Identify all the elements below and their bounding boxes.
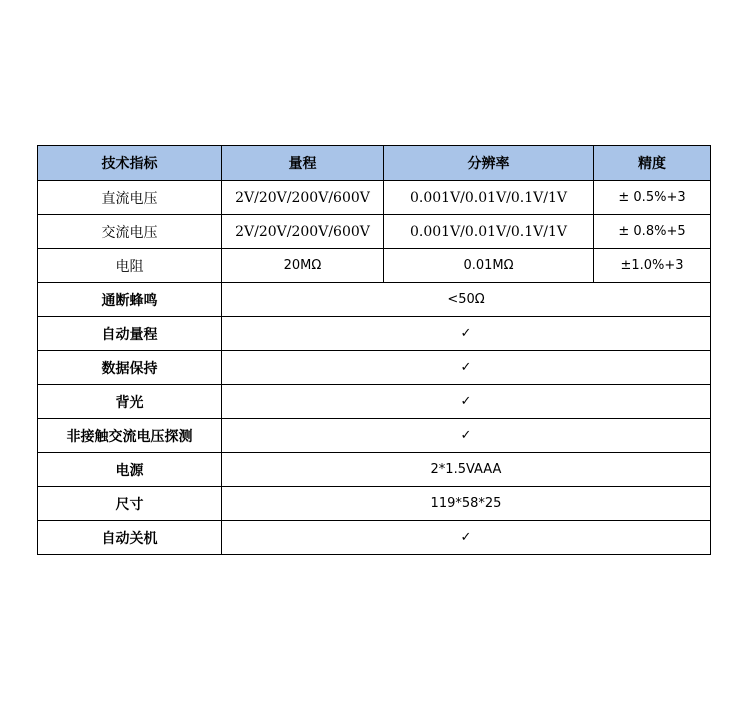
row-label: 自动关机 <box>38 521 222 555</box>
row-resolution: 0.001V/0.01V/0.1V/1V <box>384 181 594 215</box>
header-range: 量程 <box>222 146 384 181</box>
table-row <box>38 181 711 215</box>
row-accuracy: ±1.0%+3 <box>594 249 711 283</box>
table-row <box>38 283 711 317</box>
row-range: 2V/20V/200V/600V <box>222 181 384 215</box>
row-accuracy: ± 0.5%+3 <box>594 181 711 215</box>
row-label: 通断蜂鸣 <box>38 283 222 317</box>
row-value: 119*58*25 <box>222 487 711 521</box>
row-label: 尺寸 <box>38 487 222 521</box>
row-value: ✓ <box>222 521 711 555</box>
row-value: ✓ <box>222 351 711 385</box>
row-label: 电源 <box>38 453 222 487</box>
row-label: 非接触交流电压探测 <box>38 419 222 453</box>
row-label: 背光 <box>38 385 222 419</box>
row-label: 数据保持 <box>38 351 222 385</box>
table-row <box>38 249 711 283</box>
table-row <box>38 385 711 419</box>
table-row <box>38 351 711 385</box>
row-value: ✓ <box>222 419 711 453</box>
spec-table <box>37 145 711 555</box>
row-range: 2V/20V/200V/600V <box>222 215 384 249</box>
row-accuracy: ± 0.8%+5 <box>594 215 711 249</box>
row-label: 电阻 <box>38 249 222 283</box>
table-header-row <box>38 146 711 181</box>
row-value: 2*1.5VAAA <box>222 453 711 487</box>
row-resolution: 0.001V/0.01V/0.1V/1V <box>384 215 594 249</box>
table-row <box>38 453 711 487</box>
row-range: 20MΩ <box>222 249 384 283</box>
table-row <box>38 487 711 521</box>
row-label: 直流电压 <box>38 181 222 215</box>
header-accuracy: 精度 <box>594 146 711 181</box>
row-label: 交流电压 <box>38 215 222 249</box>
row-value: <50Ω <box>222 283 711 317</box>
row-value: ✓ <box>222 317 711 351</box>
row-resolution: 0.01MΩ <box>384 249 594 283</box>
row-value: ✓ <box>222 385 711 419</box>
table-row <box>38 317 711 351</box>
header-resolution: 分辨率 <box>384 146 594 181</box>
header-spec: 技术指标 <box>38 146 222 181</box>
table-row <box>38 419 711 453</box>
table-row <box>38 215 711 249</box>
row-label: 自动量程 <box>38 317 222 351</box>
table-row <box>38 521 711 555</box>
